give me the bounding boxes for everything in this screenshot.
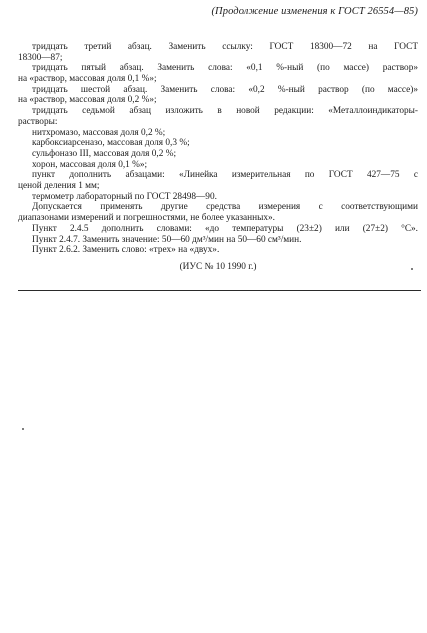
text-line: ценой деления 1 мм; xyxy=(18,181,100,192)
text-line: тридцать третий абзац. Заменить ссылку: ГОСТ 18300—72 на ГОСТ xyxy=(32,42,418,52)
text-line: карбоксиарсеназо, массовая доля 0,3 %; xyxy=(32,138,190,149)
section-divider xyxy=(18,290,421,291)
source-reference: (ИУС № 10 1990 г.) xyxy=(179,261,257,272)
text-line: пункт дополнить абзацами: «Линейка измерительная по ГОСТ 427—75 с xyxy=(32,170,418,181)
text-line: на «раствор, массовая доля 0,2 %»; xyxy=(18,95,157,106)
amendment-text xyxy=(18,42,418,273)
text-line: тридцать седьмой абзац изложить в новой редакции: «Металлоиндикаторы- xyxy=(32,106,418,117)
text-line: сульфоназо III, массовая доля 0,2 %; xyxy=(32,148,177,159)
scan-speck xyxy=(22,428,24,430)
text-line: Пункт 2.4.5 дополнить словами: «до температуры (23±2) или (27±2) °С». xyxy=(32,223,418,234)
text-line: Допускается применять другие средства измерения с соответствующими xyxy=(32,202,418,213)
text-line: термометр лабораторный по ГОСТ 28498—90. xyxy=(32,191,217,202)
text-line: на «раствор, массовая доля 0,1 %»; xyxy=(18,74,157,85)
text-line: тридцать пятый абзац. Заменить слова: «0,1 %-ный (по массе) раствор» xyxy=(32,63,418,74)
text-line: растворы: xyxy=(18,116,58,127)
text-line: 18300—87; xyxy=(18,52,63,63)
page-header: (Продолжение изменения к ГОСТ 26554—85) xyxy=(211,6,418,17)
text-line: диапазонами измерений и погрешностями, не более указанных». xyxy=(18,213,275,224)
text-line: Пункт 2.4.7. Заменить значение: 50—60 дм³/мин на 50—60 см³/мин. xyxy=(32,234,302,245)
text-line: Пункт 2.6.2. Заменить слово: «трех» на «двух». xyxy=(32,245,220,256)
text-line: хорон, массовая доля 0,1 %»; xyxy=(32,159,148,170)
text-line: нитхромазо, массовая доля 0,2 %; xyxy=(32,127,166,138)
text-line: тридцать шестой абзац. Заменить слова: «0,2 %-ный раствор (по массе)» xyxy=(32,84,418,95)
scan-speck xyxy=(411,268,413,270)
